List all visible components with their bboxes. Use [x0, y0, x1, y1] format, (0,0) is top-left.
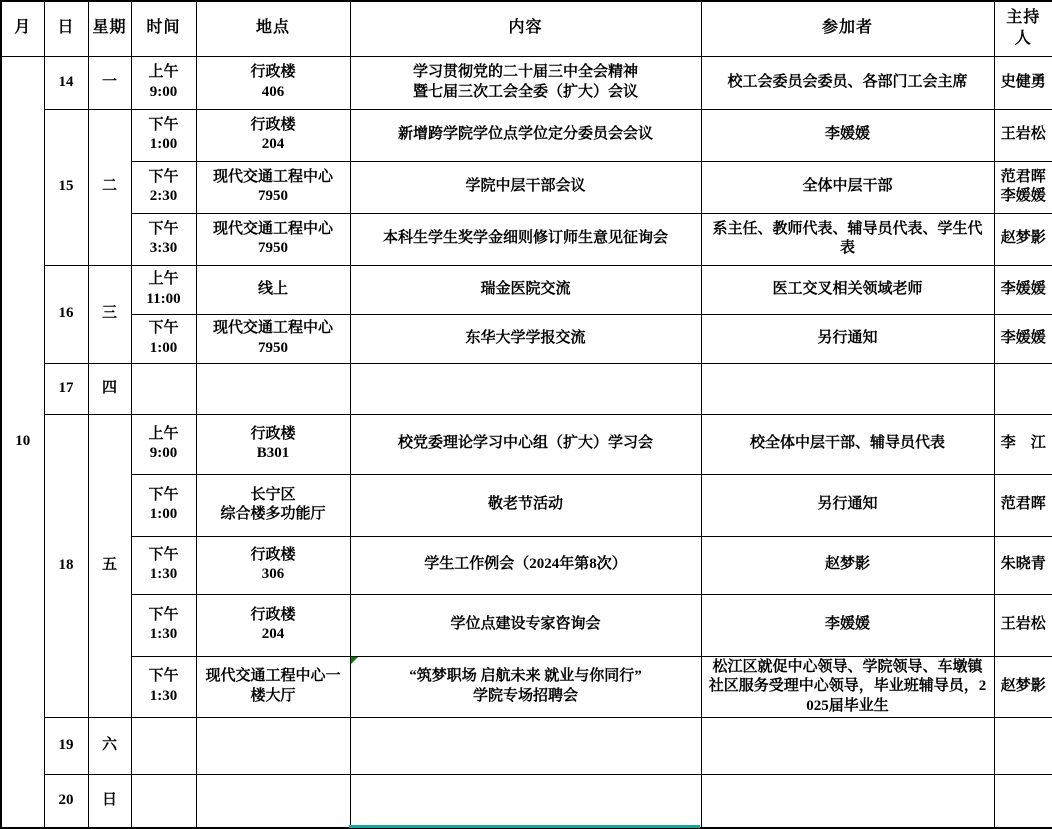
header-location: 地点 [196, 1, 350, 56]
time-cell [131, 718, 196, 775]
table-row [1, 161, 1052, 213]
table-row [1, 594, 1052, 656]
location-cell: 线上 [196, 265, 350, 314]
host-cell [994, 775, 1052, 828]
month-cell: 10 [1, 56, 44, 828]
host-cell: 李 江 [994, 414, 1052, 474]
table-row [1, 213, 1052, 265]
table-row [1, 536, 1052, 594]
participants-cell: 校全体中层干部、辅导员代表 [701, 414, 994, 474]
weekday-cell: 一 [88, 56, 131, 109]
location-cell: 行政楼 406 [196, 56, 350, 109]
time-cell: 下午 3:30 [131, 213, 196, 265]
content-cell [350, 775, 701, 828]
host-cell [994, 363, 1052, 414]
participants-cell [701, 363, 994, 414]
location-cell: 长宁区 综合楼多功能厅 [196, 474, 350, 536]
content-cell: 校党委理论学习中心组（扩大）学习会 [350, 414, 701, 474]
host-cell: 李媛媛 [994, 265, 1052, 314]
header-day: 日 [44, 1, 88, 56]
day-cell: 14 [44, 56, 88, 109]
host-cell: 范君晖 [994, 474, 1052, 536]
table-row [1, 775, 1052, 828]
header-participants: 参加者 [701, 1, 994, 56]
content-cell: 瑞金医院交流 [350, 265, 701, 314]
time-cell: 上午 9:00 [131, 414, 196, 474]
participants-cell: 李媛媛 [701, 109, 994, 161]
table-row [1, 414, 1052, 474]
time-cell: 下午 1:30 [131, 656, 196, 718]
location-cell: 现代交通工程中心 7950 [196, 314, 350, 363]
table-row [1, 718, 1052, 775]
content-cell: 学习贯彻党的二十届三中全会精神 暨七届三次工会全委（扩大）会议 [350, 56, 701, 109]
table-row [1, 265, 1052, 314]
host-cell: 李媛媛 [994, 314, 1052, 363]
content-cell: 新增跨学院学位点学位定分委员会会议 [350, 109, 701, 161]
participants-cell: 医工交叉相关领域老师 [701, 265, 994, 314]
participants-cell: 李媛媛 [701, 594, 994, 656]
table-row [1, 474, 1052, 536]
time-cell: 下午 1:00 [131, 109, 196, 161]
time-cell: 下午 1:00 [131, 314, 196, 363]
content-cell: 东华大学学报交流 [350, 314, 701, 363]
location-cell: 行政楼 204 [196, 594, 350, 656]
content-cell: 学院中层干部会议 [350, 161, 701, 213]
content-cell: 学生工作例会（2024年第8次） [350, 536, 701, 594]
time-cell: 上午 11:00 [131, 265, 196, 314]
participants-cell: 全体中层干部 [701, 161, 994, 213]
host-cell: 王岩松 [994, 594, 1052, 656]
time-cell: 下午 1:30 [131, 594, 196, 656]
weekday-cell: 三 [88, 265, 131, 363]
day-cell: 19 [44, 718, 88, 775]
participants-cell [701, 775, 994, 828]
participants-cell: 系主任、教师代表、辅导员代表、学生代表 [701, 213, 994, 265]
time-cell [131, 363, 196, 414]
table-row [1, 363, 1052, 414]
location-cell: 行政楼 306 [196, 536, 350, 594]
content-cell [350, 363, 701, 414]
content-cell [350, 718, 701, 775]
participants-cell: 另行通知 [701, 314, 994, 363]
participants-cell: 赵梦影 [701, 536, 994, 594]
time-cell: 上午 9:00 [131, 56, 196, 109]
weekday-cell: 五 [88, 414, 131, 718]
weekday-cell: 四 [88, 363, 131, 414]
time-cell: 下午 1:00 [131, 474, 196, 536]
host-cell: 史健勇 [994, 56, 1052, 109]
time-cell [131, 775, 196, 828]
table-row [1, 56, 1052, 109]
location-cell [196, 718, 350, 775]
time-cell: 下午 2:30 [131, 161, 196, 213]
weekday-cell: 二 [88, 109, 131, 265]
location-cell: 现代交通工程中心 7950 [196, 161, 350, 213]
host-cell [994, 718, 1052, 775]
participants-cell: 校工会委员会委员、各部门工会主席 [701, 56, 994, 109]
host-cell: 赵梦影 [994, 213, 1052, 265]
time-cell: 下午 1:30 [131, 536, 196, 594]
location-cell: 行政楼 B301 [196, 414, 350, 474]
header-time: 时间 [131, 1, 196, 56]
host-cell: 王岩松 [994, 109, 1052, 161]
location-cell [196, 775, 350, 828]
content-cell: “筑梦职场 启航未来 就业与你同行” 学院专场招聘会 [350, 656, 701, 718]
header-content: 内容 [350, 1, 701, 56]
location-cell: 现代交通工程中心 7950 [196, 213, 350, 265]
day-cell: 15 [44, 109, 88, 265]
weekday-cell: 六 [88, 718, 131, 775]
host-cell: 赵梦影 [994, 656, 1052, 718]
location-cell: 行政楼 204 [196, 109, 350, 161]
participants-cell: 另行通知 [701, 474, 994, 536]
header-month: 月 [1, 1, 44, 56]
header-row [1, 1, 1052, 56]
location-cell [196, 363, 350, 414]
day-cell: 16 [44, 265, 88, 363]
content-cell: 本科生学生奖学金细则修订师生意见征询会 [350, 213, 701, 265]
day-cell: 18 [44, 414, 88, 718]
location-cell: 现代交通工程中心一 楼大厅 [196, 656, 350, 718]
table-row [1, 656, 1052, 718]
content-cell: 学位点建设专家咨询会 [350, 594, 701, 656]
host-cell: 朱晓青 [994, 536, 1052, 594]
participants-cell: 松江区就促中心领导、学院领导、车墩镇社区服务受理中心领导，毕业班辅导员，2025届毕业生 [701, 656, 994, 718]
participants-cell [701, 718, 994, 775]
day-cell: 17 [44, 363, 88, 414]
day-cell: 20 [44, 775, 88, 828]
host-cell: 范君晖 李媛媛 [994, 161, 1052, 213]
content-cell: 敬老节活动 [350, 474, 701, 536]
weekday-cell: 日 [88, 775, 131, 828]
table-row [1, 314, 1052, 363]
table-row [1, 109, 1052, 161]
header-host: 主持人 [994, 1, 1052, 56]
selection-corner-marker [351, 657, 358, 664]
header-weekday: 星期 [88, 1, 131, 56]
